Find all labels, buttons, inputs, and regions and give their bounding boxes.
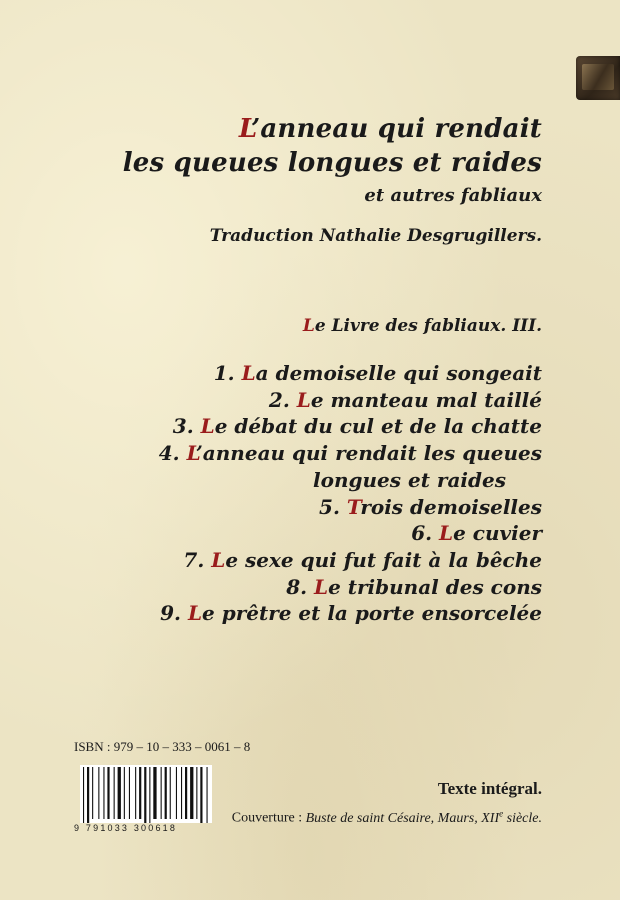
contents-red-initial: L [439,521,454,546]
contents-item [159,413,542,440]
contents-title: a demoiselle qui songeait [255,361,542,385]
contents-red-initial: L [186,441,196,466]
bronze-bust-thumbnail [576,56,620,100]
contents-title: e tribunal des cons [328,574,542,599]
contents-item [159,547,542,574]
cover-credit-label: Couverture : [231,810,306,826]
contents-red-initial: L [241,361,256,385]
contents-number: 1. [213,361,242,385]
contents-number: 9. [160,601,188,626]
title-red-initial: L [238,114,252,144]
contents-number: 7. [183,547,212,572]
contents-title: rois demoiselles [360,494,542,519]
cover-credit [232,808,542,827]
contents-item [159,387,542,414]
contents-title: e prêtre et la porte ensorcelée [202,601,542,626]
cover-credit-work: Buste de saint Césaire, Maurs, XIIe siècle. [305,808,542,826]
contents-item-continuation: longues et raides [313,467,506,492]
book-title-line1 [239,114,542,144]
series-red-initial: L [302,316,315,336]
contents-red-initial: L [314,574,329,599]
contents-item [159,360,542,387]
contents-item [159,494,542,521]
series-text: e Livre des fabliaux. III. [314,316,542,336]
contents-number: 4. [158,441,187,466]
book-title-line2: les queues longues et raides [122,148,542,178]
series-title [303,316,542,336]
contents-number: 2. [268,387,297,412]
contents-title: ’anneau qui rendait les queues [195,441,542,466]
contents-item [159,520,542,547]
contents-title: e sexe qui fut fait à la bêche [225,547,542,572]
book-subtitle: et autres fabliaux [364,185,542,206]
contents-title: e débat du cul et de la chatte [214,414,542,439]
contents-number: 6. [411,521,440,546]
isbn-label: ISBN : 979 – 10 – 333 – 0061 – 8 [74,739,251,754]
contents-red-initial: T [346,494,361,519]
contents-red-initial: L [187,601,203,626]
table-of-contents [159,360,542,627]
title-line1-text: ’anneau qui rendait [251,114,542,144]
translator-credit: Traduction Nathalie Desgrugillers. [209,226,542,246]
contents-item [159,574,542,601]
contents-red-initial: L [296,387,311,412]
contents-red-initial: L [211,547,226,572]
contents-title: e manteau mal taillé [310,387,542,412]
texte-integral-label: Texte intégral. [437,779,542,798]
contents-number: 5. [319,494,347,519]
contents-item [159,440,542,467]
contents-item [159,600,542,627]
barcode [80,765,212,823]
contents-number: 3. [172,414,201,439]
contents-red-initial: L [200,414,215,439]
contents-number: 8. [286,574,315,599]
contents-title: e cuvier [453,521,542,546]
barcode-digits: 9 791033 300618 [74,823,178,833]
